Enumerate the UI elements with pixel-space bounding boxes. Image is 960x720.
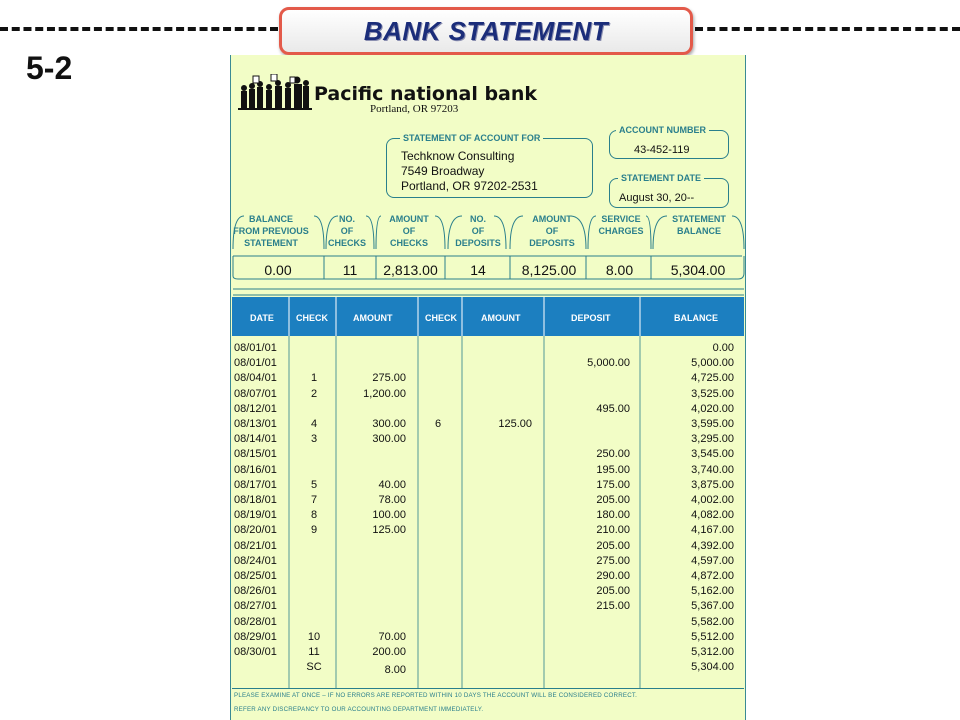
cell-balance: 4,392.00	[691, 539, 734, 552]
cell-balance: 4,725.00	[691, 372, 734, 385]
cell-balance: 5,512.00	[691, 630, 734, 643]
cell-check: 10	[307, 630, 321, 643]
cell-deposit: 290.00	[596, 570, 630, 582]
cell-deposit: 275.00	[596, 554, 630, 567]
cell-check: 7	[310, 494, 318, 506]
cell-balance: 4,020.00	[691, 402, 734, 415]
dashed-rule-right	[695, 27, 960, 31]
cell-check: 5	[310, 478, 318, 491]
account-holder-street: 7549 Broadway	[401, 164, 485, 178]
statement-date-label: STATEMENT DATE	[618, 173, 704, 183]
cell-amount: 100.00	[372, 509, 406, 522]
summary-header-statement-balance: STATEMENT BALANCE	[672, 214, 726, 236]
summary-header-prev-balance: BALANCE FROM PREVIOUS STATEMENT	[233, 214, 309, 248]
summary-num-deposits: 14	[470, 262, 486, 278]
cell-date: 08/29/01	[234, 630, 277, 643]
statement-date-value: August 30, 20--	[619, 192, 695, 204]
account-number-label: ACCOUNT NUMBER	[616, 125, 709, 135]
cell-check: 1	[310, 372, 318, 385]
cell-balance: 0.00	[712, 342, 734, 354]
summary-amount-checks: 2,813.00	[383, 262, 438, 278]
cell-date: 08/26/01	[234, 585, 277, 598]
cell-amount: 70.00	[378, 630, 406, 643]
cell-balance: 4,597.00	[691, 554, 734, 567]
column-header-date: DATE	[250, 313, 274, 323]
summary-row-frame	[230, 209, 746, 297]
cell-balance: 5,367.00	[691, 600, 734, 613]
bank-address: Portland, OR 97203	[370, 103, 459, 115]
cell-balance: 3,740.00	[691, 463, 734, 476]
column-header-deposit: DEPOSIT	[571, 313, 611, 323]
cell-date: 08/19/01	[234, 509, 277, 522]
summary-header-num-deposits: NO. OF DEPOSITS	[455, 214, 501, 248]
cell-balance: 4,002.00	[691, 494, 734, 506]
cell-check: 9	[310, 524, 318, 537]
cell-date: 08/28/01	[234, 615, 277, 628]
footer-divider	[232, 688, 744, 689]
slide-title: BANK STATEMENT	[363, 15, 609, 46]
cell-date: 08/01/01	[234, 357, 277, 370]
account-holder-name: Techknow Consulting	[401, 149, 515, 163]
cell-amount: 125.00	[372, 524, 406, 537]
account-holder-city: Portland, OR 97202-2531	[401, 179, 538, 193]
cell-check: 3	[310, 433, 318, 446]
cell-balance: 4,872.00	[691, 570, 734, 582]
cell-deposit: 205.00	[596, 585, 630, 598]
summary-header-amount-checks: AMOUNT OF CHECKS	[389, 214, 429, 248]
cell-balance: 3,875.00	[691, 478, 734, 491]
dashed-rule-left	[0, 27, 278, 31]
slide-number: 5-2	[26, 50, 73, 86]
cell-date: 08/18/01	[234, 494, 277, 506]
summary-service-charges: 8.00	[605, 262, 634, 278]
cell-date: 08/07/01	[234, 387, 277, 400]
cell-check: SC	[306, 661, 322, 674]
cell-check: 2	[310, 387, 318, 400]
cell-balance: 3,595.00	[691, 418, 734, 430]
bank-logo-icon	[238, 74, 312, 110]
cell-amount: 300.00	[372, 433, 406, 446]
cell-balance: 5,312.00	[691, 646, 734, 658]
cell-amount: 8.00	[384, 664, 406, 677]
cell-balance: 3,295.00	[691, 433, 734, 446]
cell-deposit: 495.00	[596, 402, 630, 415]
cell-amount: 40.00	[378, 478, 406, 491]
cell-check: 4	[310, 418, 318, 430]
cell-balance: 5,000.00	[691, 357, 734, 370]
cell-date: 08/25/01	[234, 570, 277, 582]
column-header-amount-2: AMOUNT	[481, 313, 521, 323]
column-header-check-2: CHECK	[425, 313, 458, 323]
account-number-value: 43-452-119	[634, 144, 690, 156]
summary-amount-deposits: 8,125.00	[521, 262, 577, 278]
cell-deposit: 215.00	[596, 600, 630, 613]
account-holder-label: STATEMENT OF ACCOUNT FOR	[400, 133, 543, 143]
cell-deposit: 250.00	[596, 448, 630, 461]
cell-deposit: 175.00	[596, 478, 630, 491]
cell-date: 08/12/01	[234, 402, 277, 415]
cell-amount: 1,200.00	[363, 387, 406, 400]
cell-deposit: 180.00	[596, 509, 630, 522]
slide-title-box	[279, 7, 693, 55]
bank-name: Pacific national bank	[314, 83, 538, 105]
summary-statement-balance: 5,304.00	[670, 262, 726, 278]
cell-deposit: 205.00	[596, 494, 630, 506]
cell-deposit: 205.00	[596, 539, 630, 552]
cell-deposit: 210.00	[596, 524, 630, 537]
cell-balance: 5,582.00	[691, 615, 734, 628]
cell-balance: 3,545.00	[691, 448, 734, 461]
cell-balance: 4,082.00	[691, 509, 734, 522]
cell-amount: 300.00	[372, 418, 406, 430]
cell-balance: 5,162.00	[691, 585, 734, 598]
column-header-balance: BALANCE	[674, 313, 718, 323]
cell-date: 08/04/01	[234, 372, 277, 385]
cell-date: 08/27/01	[234, 600, 277, 613]
cell-date: 08/16/01	[234, 463, 277, 476]
summary-header-amount-deposits: AMOUNT OF DEPOSITS	[529, 214, 575, 248]
footer-notice-line2: REFER ANY DISCREPANCY TO OUR ACCOUNTING DEPARTMENT IMMEDIATELY.	[234, 706, 484, 713]
cell-date: 08/30/01	[234, 646, 277, 658]
cell-date: 08/15/01	[234, 448, 277, 461]
cell-balance: 5,304.00	[691, 661, 734, 674]
cell-deposit: 195.00	[596, 463, 630, 476]
summary-num-checks: 11	[342, 262, 358, 278]
cell-amount: 275.00	[372, 372, 406, 385]
summary-prev-balance: 0.00	[264, 262, 292, 278]
cell-balance: 4,167.00	[691, 524, 734, 537]
column-header-check: CHECK	[296, 313, 329, 323]
cell-date: 08/21/01	[234, 539, 277, 552]
cell-check: 11	[308, 646, 320, 658]
cell-date: 08/13/01	[234, 418, 277, 430]
cell-check-2: 6	[434, 418, 442, 430]
cell-amount-2: 125.00	[498, 418, 532, 430]
cell-date: 08/20/01	[234, 524, 277, 537]
cell-amount: 200.00	[372, 646, 406, 658]
cell-date: 08/17/01	[234, 478, 277, 491]
cell-date: 08/01/01	[234, 342, 277, 354]
cell-check: 8	[310, 509, 318, 522]
footer-notice-line1: PLEASE EXAMINE AT ONCE – IF NO ERRORS ARE REPORTED WITHIN 10 DAYS THE ACCOUNT WILL BE CONSIDERED CORRECT.	[234, 692, 638, 699]
column-header-amount: AMOUNT	[353, 313, 393, 323]
cell-date: 08/24/01	[234, 554, 277, 567]
cell-amount: 78.00	[378, 494, 406, 506]
cell-date: 08/14/01	[234, 433, 277, 446]
cell-balance: 3,525.00	[691, 387, 734, 400]
summary-header-num-checks: NO. OF CHECKS	[327, 214, 366, 248]
summary-header-service-charges: SERVICE CHARGES	[598, 214, 644, 236]
cell-deposit: 5,000.00	[587, 357, 630, 370]
